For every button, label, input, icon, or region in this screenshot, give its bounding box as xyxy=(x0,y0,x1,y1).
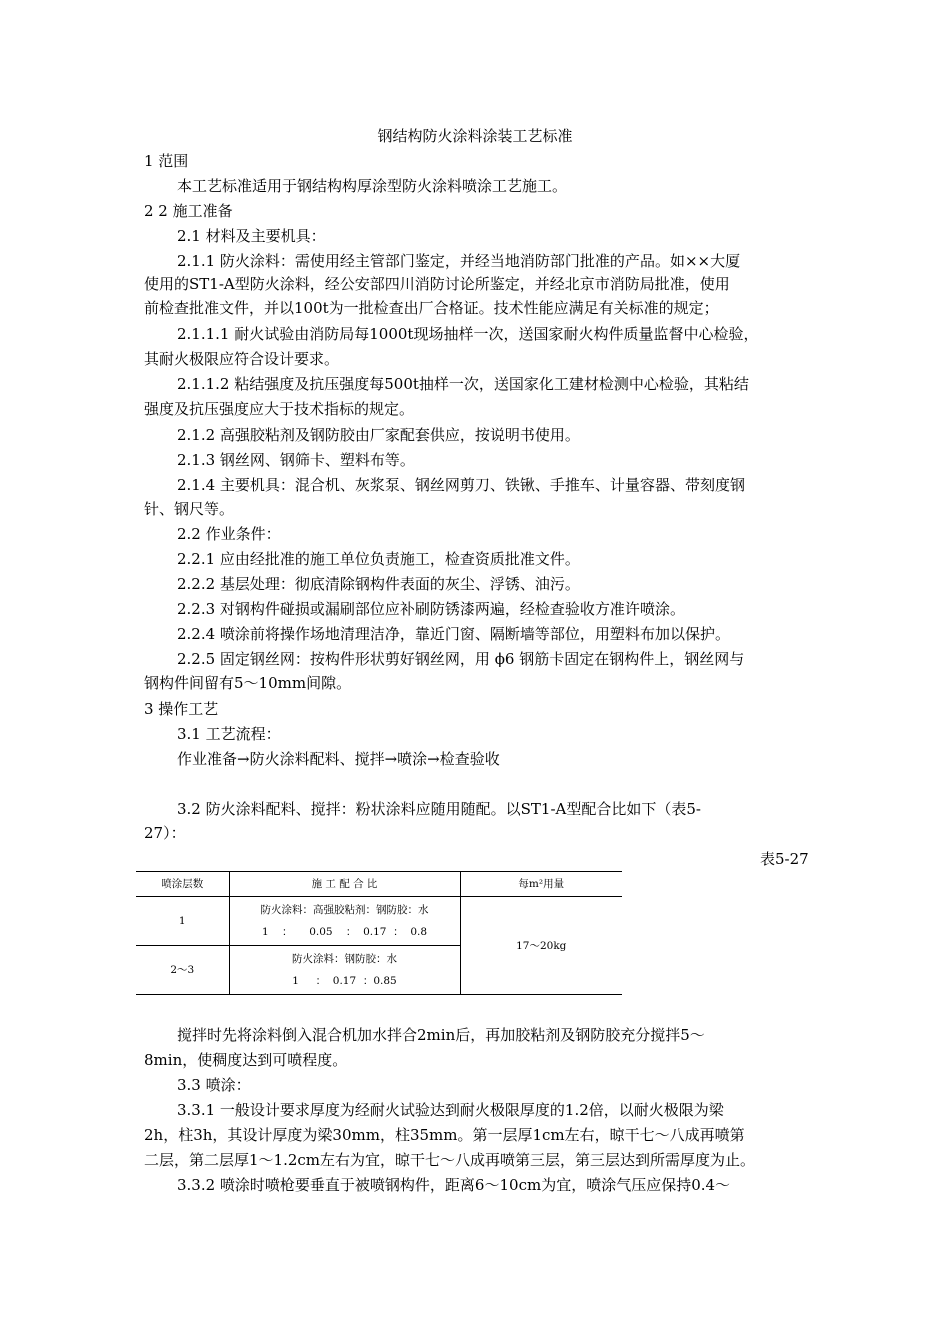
paragraph: 8min，使稠度达到可喷程度。 xyxy=(144,1051,348,1069)
paragraph: 使用的ST1-A型防火涂料，经公安部四川消防讨论所鉴定，并经北京市消防局批准，使用 xyxy=(144,275,730,293)
paragraph: 2.2.4 喷涂前将操作场地清理洁净，靠近门窗、隔断墙等部位，用塑料布加以保护。 xyxy=(177,625,730,643)
layer-cell: 2～3 xyxy=(136,946,229,995)
paragraph: 2h，柱3h，其设计厚度为梁30mm，柱35mm。第一层厚1cm左右，晾干七～八成再喷第 xyxy=(144,1126,745,1144)
subsection-heading: 3.1 工艺流程： xyxy=(177,725,281,743)
table-header-row xyxy=(136,872,622,897)
subsection-heading: 3.3 喷涂： xyxy=(177,1076,251,1094)
usage-cell: 17～20kg xyxy=(460,897,622,995)
paragraph: 2.1.1.1 耐火试验由消防局每1000t现场抽样一次，送国家耐火构件质量监督中心检验， xyxy=(177,325,759,343)
table-row xyxy=(136,897,622,946)
paragraph: 3.2 防火涂料配料、搅拌：粉状涂料应随用随配。以ST1-A型配合比如下（表5- xyxy=(177,800,701,818)
table-caption: 表5-27 xyxy=(760,850,809,868)
document-title: 钢结构防火涂料涂装工艺标准 xyxy=(377,127,573,145)
ratio-cell xyxy=(229,946,460,995)
paragraph: 前检查批准文件，并以100t为一批检查出厂合格证。技术性能应满足有关标准的规定； xyxy=(144,299,719,317)
ratio-label: 防火涂料：钢防胶：水 xyxy=(292,953,397,965)
layer-cell: 1 xyxy=(136,897,229,946)
ratio-values: 1 ： 0.05 ： 0.17 ： 0.8 xyxy=(261,926,428,938)
header-layers: 喷涂层数 xyxy=(136,872,229,897)
section-1-heading: 1 范围 xyxy=(144,152,189,170)
subsection-heading: 2.2 作业条件： xyxy=(177,525,281,543)
paragraph: 3.3.2 喷涂时喷枪要垂直于被喷钢构件，距离6～10cm为宜，喷涂气压应保持0.4～ xyxy=(177,1176,731,1194)
paragraph: 针、钢尺等。 xyxy=(144,500,235,518)
process-flow: 作业准备→防火涂料配料、搅拌→喷涂→检查验收 xyxy=(177,750,500,768)
ratio-values: 1 ： 0.17 ：0.85 xyxy=(292,975,397,987)
paragraph: 2.1.1.2 粘结强度及抗压强度每500t抽样一次，送国家化工建材检测中心检验，其粘结 xyxy=(177,375,749,393)
paragraph: 2.1.1 防火涂料：需使用经主管部门鉴定，并经当地消防部门批准的产品。如××大厦 xyxy=(177,252,741,270)
header-usage: 每m²用量 xyxy=(460,872,622,897)
paragraph: 2.1.4 主要机具：混合机、灰浆泵、钢丝网剪刀、铁锹、手推车、计量容器、带刻度钢 xyxy=(177,476,745,494)
section-2-heading: 2 2 施工准备 xyxy=(144,202,233,220)
paragraph: 搅拌时先将涂料倒入混合机加水拌合2min后，再加胶粘剂及钢防胶充分搅拌5～ xyxy=(177,1026,705,1044)
paragraph: 2.1.3 钢丝网、钢筛卡、塑料布等。 xyxy=(177,451,415,469)
paragraph: 其耐火极限应符合设计要求。 xyxy=(144,350,340,368)
paragraph: 27）： xyxy=(144,824,186,842)
paragraph: 3.3.1 一般设计要求厚度为经耐火试验达到耐火极限厚度的1.2倍，以耐火极限为梁 xyxy=(177,1101,724,1119)
ratio-cell xyxy=(229,897,460,946)
mix-ratio-table xyxy=(136,871,622,995)
subsection-heading: 2.1 材料及主要机具： xyxy=(177,227,326,245)
paragraph: 二层，第二层厚1～1.2cm左右为宜，晾干七～八成再喷第三层，第三层达到所需厚度为止。 xyxy=(144,1151,756,1169)
paragraph: 2.2.5 固定钢丝网：按构件形状剪好钢丝网，用 ϕ6 钢筋卡固定在钢构件上，钢丝网与 xyxy=(177,650,745,668)
paragraph: 2.2.1 应由经批准的施工单位负责施工，检查资质批准文件。 xyxy=(177,550,580,568)
header-ratio: 施 工 配 合 比 xyxy=(229,872,460,897)
paragraph: 2.2.3 对钢构件碰损或漏刷部位应补刷防锈漆两遍，经检查验收方准许喷涂。 xyxy=(177,600,685,618)
paragraph: 2.2.2 基层处理：彻底清除钢构件表面的灰尘、浮锈、油污。 xyxy=(177,575,580,593)
paragraph: 2.1.2 高强胶粘剂及钢防胶由厂家配套供应，按说明书使用。 xyxy=(177,426,580,444)
paragraph: 强度及抗压强度应大于技术指标的规定。 xyxy=(144,400,415,418)
paragraph: 本工艺标准适用于钢结构构厚涂型防火涂料喷涂工艺施工。 xyxy=(177,177,568,195)
ratio-label: 防火涂料：高强胶粘剂：钢防胶：水 xyxy=(260,904,429,916)
paragraph: 钢构件间留有5～10mm间隙。 xyxy=(144,674,352,692)
section-3-heading: 3 操作工艺 xyxy=(144,700,219,718)
